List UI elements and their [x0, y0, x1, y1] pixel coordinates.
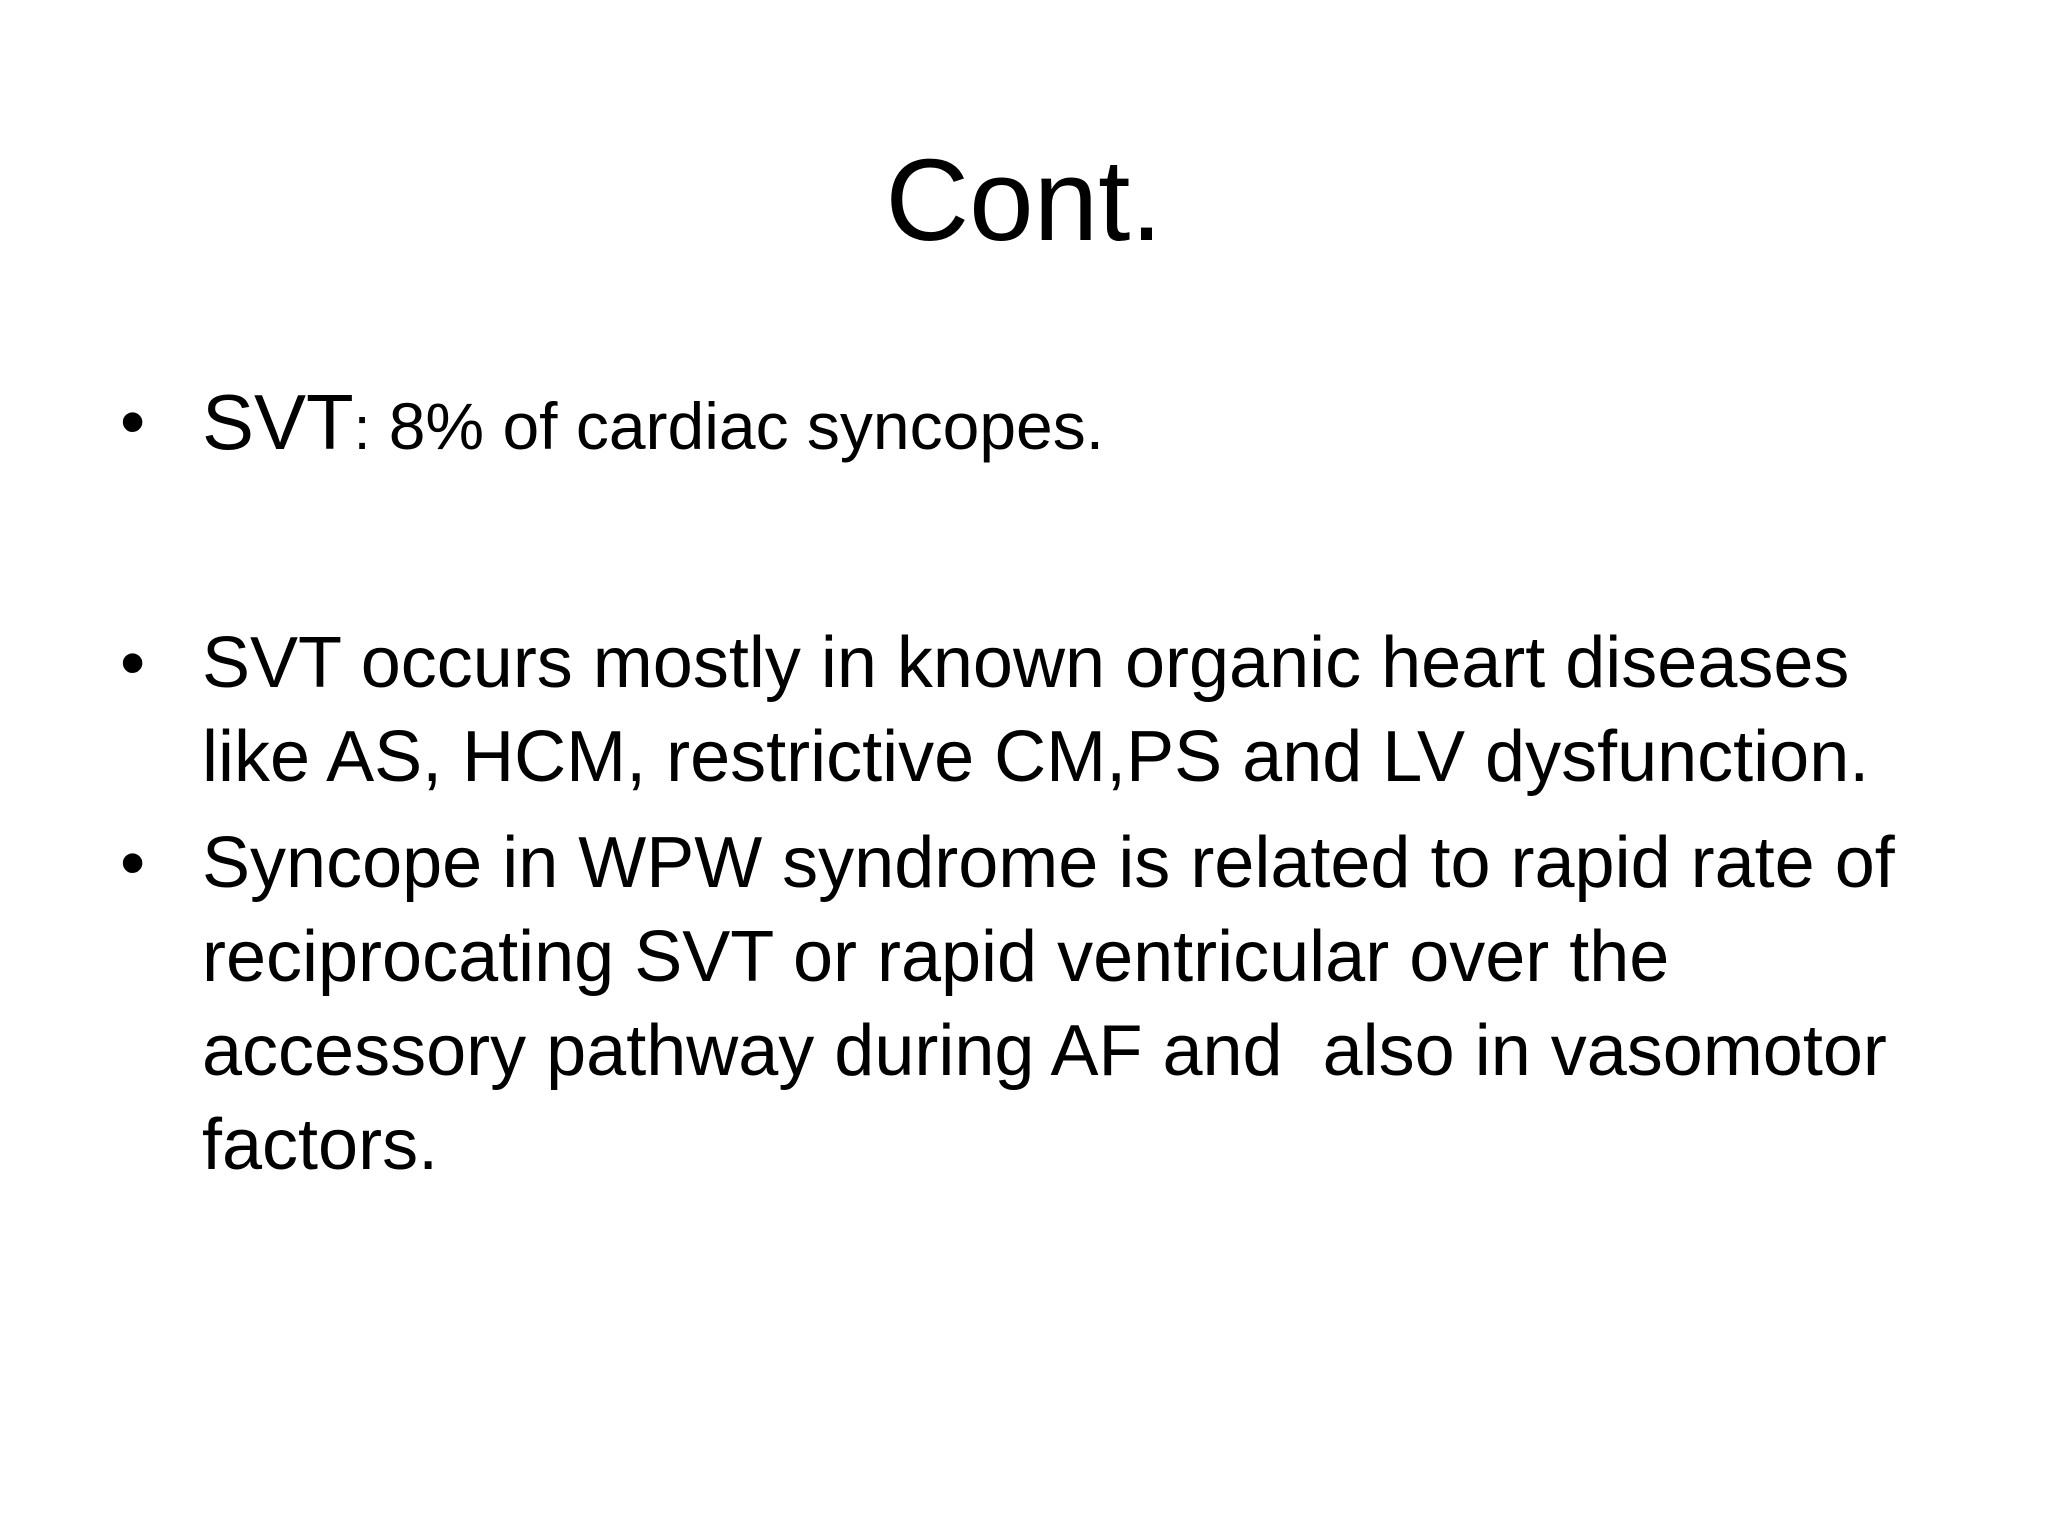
bullet-text: 8% of cardiac syncopes.: [370, 389, 1105, 463]
bullet-dot-icon: •: [120, 823, 146, 903]
bullet-text: SVT occurs mostly in known organic heart diseases like AS, HCM, restrictive CM,PS and LV dysfunction.: [202, 623, 1870, 797]
bullet-dot-icon: •: [120, 382, 146, 462]
bullet-item-svt-percentage: [120, 375, 1960, 476]
bullet-list: [120, 375, 1960, 1192]
bullet-item-wpw: [120, 816, 1960, 1192]
bullet-dot-icon: •: [120, 623, 146, 703]
bullet-lead: SVT: [202, 378, 354, 466]
slide-title: Cont.: [885, 135, 1163, 265]
bullet-item-svt-organic: [120, 616, 1960, 804]
bullet-colon: :: [353, 395, 371, 462]
bullet-text: Syncope in WPW syndrome is related to rapid rate of reciprocating SVT or rapid ventricular over the accessory pathway during AF and also in vasomotor factors.: [202, 823, 1915, 1185]
